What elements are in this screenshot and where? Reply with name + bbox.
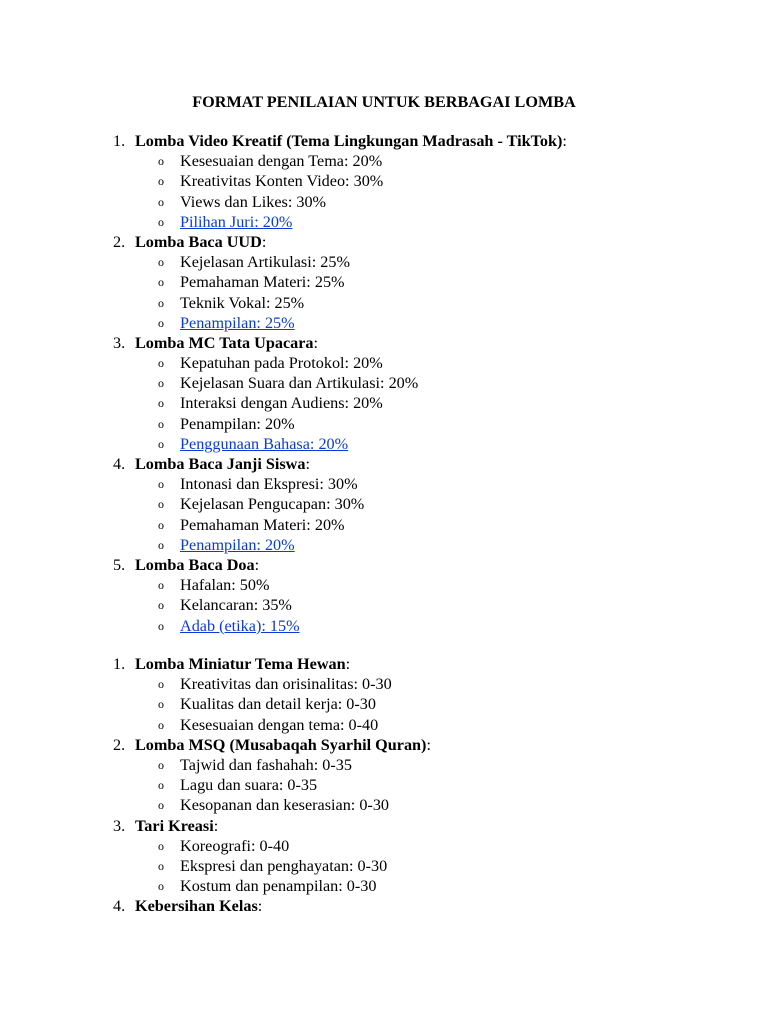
list-number: 4.: [113, 455, 126, 473]
circle-bullet-icon: o: [158, 537, 164, 552]
circle-bullet-icon: o: [158, 838, 164, 853]
competition-name-colon: :: [261, 232, 267, 251]
circle-bullet-icon: o: [158, 214, 164, 229]
competition-name-colon: :: [562, 132, 567, 150]
circle-bullet-icon: o: [158, 295, 164, 310]
circle-bullet-icon: o: [158, 778, 164, 793]
criteria-text: Pemahaman Materi: 20%: [180, 515, 345, 534]
competition-name: Lomba Baca Doa: [135, 555, 255, 574]
competition-name-colon: :: [257, 897, 263, 916]
circle-bullet-icon: o: [158, 717, 164, 732]
list-number: 2.: [113, 735, 126, 754]
competition-name-colon: :: [426, 735, 431, 754]
criteria-text: Kejelasan Pengucapan: 30%: [180, 495, 365, 514]
circle-bullet-icon: o: [158, 677, 164, 692]
criteria-link[interactable]: Penggunaan Bahasa: 20%: [180, 434, 349, 453]
circle-bullet-icon: o: [158, 356, 164, 371]
list-number: 3.: [113, 333, 126, 352]
list-number: 4.: [113, 897, 126, 916]
circle-bullet-icon: o: [158, 578, 164, 593]
criteria-text: Ekspresi dan penghayatan: 0-30: [180, 856, 388, 875]
circle-bullet-icon: o: [158, 697, 164, 712]
criteria-text: Kesesuaian dengan tema: 0-40: [180, 715, 379, 734]
competition-name: Tari Kreasi: [135, 816, 214, 835]
criteria-text: Kostum dan penampilan: 0-30: [180, 877, 377, 896]
list-number: 1.: [113, 132, 126, 150]
competition-name-colon: :: [345, 655, 351, 673]
circle-bullet-icon: o: [158, 858, 164, 873]
criteria-link[interactable]: Pilihan Juri: 20%: [180, 212, 293, 231]
competition-name-colon: :: [305, 455, 310, 473]
criteria-text: Kreativitas dan orisinalitas: 0-30: [180, 675, 392, 694]
competition-title: [135, 654, 350, 674]
circle-bullet-icon: o: [158, 497, 164, 512]
list-number: 5.: [113, 555, 126, 574]
circle-bullet-icon: o: [158, 376, 164, 391]
competition-title: [135, 735, 431, 755]
criteria-link[interactable]: Penampilan: 25%: [180, 313, 295, 332]
criteria-text: Koreografi: 0-40: [180, 836, 290, 855]
competition-title: [135, 555, 259, 575]
circle-bullet-icon: o: [158, 416, 164, 431]
competition-name: Kebersihan Kelas: [135, 897, 258, 916]
criteria-text: Kepatuhan pada Protokol: 20%: [180, 354, 383, 373]
circle-bullet-icon: o: [158, 396, 164, 411]
circle-bullet-icon: o: [158, 154, 164, 169]
list-number: 2.: [113, 232, 126, 251]
criteria-text: Views dan Likes: 30%: [180, 192, 327, 211]
competition-name-colon: :: [254, 555, 260, 574]
circle-bullet-icon: o: [158, 517, 164, 532]
competition-title: [135, 896, 262, 916]
criteria-text: Pemahaman Materi: 25%: [180, 273, 345, 292]
criteria-text: Tajwid dan fashahah: 0-35: [180, 755, 352, 774]
circle-bullet-icon: o: [158, 436, 164, 451]
circle-bullet-icon: o: [158, 275, 164, 290]
criteria-text: Kreativitas Konten Video: 30%: [180, 172, 384, 191]
circle-bullet-icon: o: [158, 598, 164, 613]
circle-bullet-icon: o: [158, 255, 164, 270]
competition-title: [135, 232, 266, 252]
competition-name-colon: :: [213, 816, 219, 835]
circle-bullet-icon: o: [158, 879, 164, 894]
competition-name-colon: :: [313, 333, 319, 352]
competition-title: [135, 333, 318, 353]
competition-name: Lomba Miniatur Tema Hewan: [135, 655, 346, 673]
list-number: 1.: [113, 655, 126, 673]
circle-bullet-icon: o: [158, 315, 164, 330]
competition-title: [135, 454, 310, 474]
list-number: 3.: [113, 816, 126, 835]
circle-bullet-icon: o: [158, 757, 164, 772]
criteria-text: Kesesuaian dengan Tema: 20%: [180, 152, 383, 171]
criteria-text: Kelancaran: 35%: [180, 596, 292, 615]
competition-name: Lomba Baca Janji Siswa: [135, 455, 306, 473]
criteria-link[interactable]: Penampilan: 20%: [180, 535, 295, 554]
criteria-text: Penampilan: 20%: [180, 414, 295, 433]
circle-bullet-icon: o: [158, 477, 164, 492]
competition-name: Lomba MC Tata Upacara: [135, 333, 314, 352]
competition-name: Lomba MSQ (Musabaqah Syarhil Quran): [135, 735, 427, 754]
criteria-text: Teknik Vokal: 25%: [180, 293, 305, 312]
criteria-text: Intonasi dan Ekspresi: 30%: [180, 475, 358, 494]
criteria-text: Hafalan: 50%: [180, 576, 270, 595]
competition-title: [135, 816, 218, 836]
criteria-text: Kesopanan dan keserasian: 0-30: [180, 796, 390, 815]
criteria-text: Kualitas dan detail kerja: 0-30: [180, 695, 376, 714]
competition-name: Lomba Video Kreatif (Tema Lingkungan Madrasah - TikTok): [135, 132, 563, 150]
document-title: FORMAT PENILAIAN UNTUK BERBAGAI LOMBA: [192, 93, 576, 111]
criteria-text: Kejelasan Suara dan Artikulasi: 20%: [180, 374, 419, 393]
competition-title: [135, 131, 567, 151]
circle-bullet-icon: o: [158, 798, 164, 813]
circle-bullet-icon: o: [158, 174, 164, 189]
criteria-text: Kejelasan Artikulasi: 25%: [180, 253, 350, 272]
circle-bullet-icon: o: [158, 194, 164, 209]
circle-bullet-icon: o: [158, 618, 164, 633]
criteria-link[interactable]: Adab (etika): 15%: [180, 616, 300, 635]
criteria-text: Lagu dan suara: 0-35: [180, 776, 318, 795]
competition-name: Lomba Baca UUD: [135, 232, 262, 251]
criteria-text: Interaksi dengan Audiens: 20%: [180, 394, 383, 413]
